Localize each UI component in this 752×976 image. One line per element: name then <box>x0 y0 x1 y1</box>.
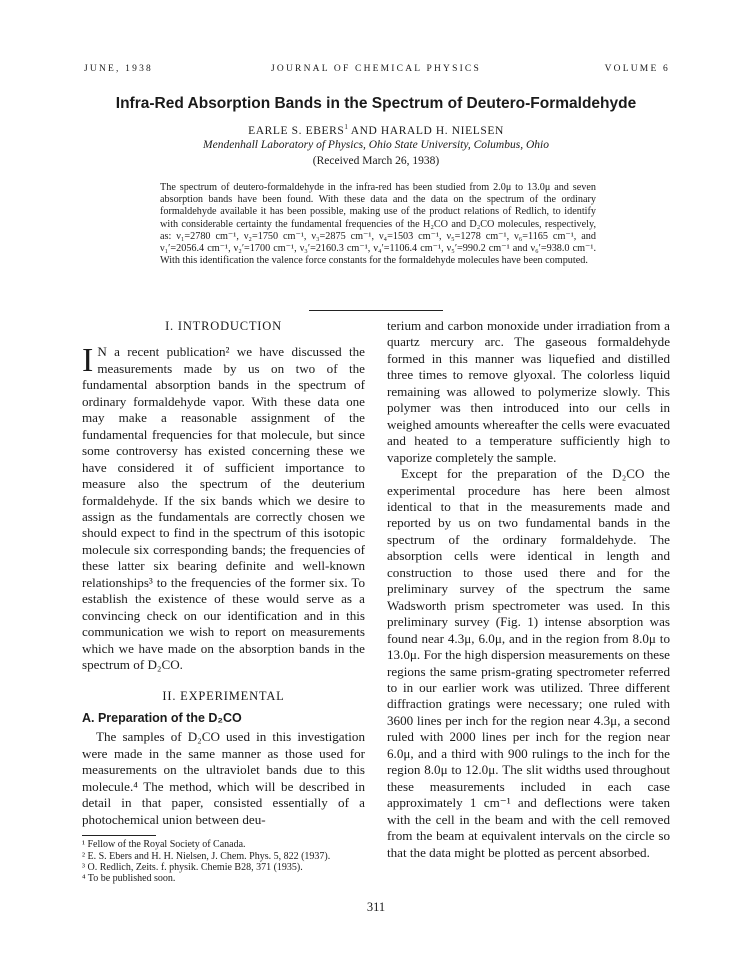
affiliation: Mendenhall Laboratory of Physics, Ohio State University, Columbus, Ohio <box>203 139 549 151</box>
left-column <box>82 318 365 885</box>
header-journal: JOURNAL OF CHEMICAL PHYSICS <box>271 64 481 74</box>
author-2: HARALD H. NIELSEN <box>380 124 504 137</box>
intro-heading: I. INTRODUCTION <box>165 319 282 333</box>
drop-cap: I <box>82 342 94 380</box>
experimental-heading: II. EXPERIMENTAL <box>162 688 285 703</box>
authors <box>0 123 752 137</box>
article-title: Infra-Red Absorption Bands in the Spectrum of Deutero-Formaldehyde <box>115 95 637 112</box>
footnote-3: ³ O. Redlich, Zeits. f. physik. Chemie B28, 371 (1935). <box>82 861 303 873</box>
author-1-footnote-mark: 1 <box>344 123 348 131</box>
footnote-4: ⁴ To be published soon. <box>82 873 176 885</box>
intro-paragraph <box>82 344 365 673</box>
right-column <box>387 318 670 861</box>
running-header <box>0 64 752 78</box>
preparation-subheading: A. Preparation of the D₂CO <box>82 710 242 725</box>
header-date: JUNE, 1938 <box>84 64 153 74</box>
experimental-paragraph-left: The samples of D₂CO used in this investigation were made in the same manner as those used for measurements on the ultraviolet bands due to this molecule.⁴ The method, which will be described in detail in that paper, consisted essentially of a photochemical union between deu- <box>82 729 365 827</box>
footnote-2: ² E. S. Ebers and H. H. Nielsen, J. Chem. Phys. 5, 822 (1937). <box>82 850 331 862</box>
intro-text: N a recent publication² we have discussed the measurements made by us on two of the fundamental absorption bands in the spectrum of ordinary formaldehyde vapor. With these data one may make a reasonable assignment of the fundamental frequencies for that molecule, but since some controversy has existed concerning these we have considered it of sufficient importance to measure also the spectrum of the deuterium formaldehyde. If the six bands which we desire to assign as the fundamentals are correctly chosen we should expect to find in the spectrum of this isotopic molecule six corresponding bands; the frequencies of these latter six bearing definite and well-known relationships³ to the frequencies of the former six. To establish the existence of these would serve as a convincing check on our identification and in this communication we wish to report on measurements which we have made on the absorption bands in the spectrum of D₂CO. <box>82 344 365 673</box>
received-date: (Received March 26, 1938) <box>312 155 440 167</box>
header-volume: VOLUME 6 <box>604 64 670 74</box>
abstract-divider <box>309 310 443 311</box>
page-number: 311 <box>366 900 386 914</box>
author-connector: AND <box>347 124 381 137</box>
experimental-paragraph-right-2: Except for the preparation of the D₂CO the experimental procedure has here been almost identical to that in the measurements made and reported by us on two fundamental bands in the spectrum of the ordinary formaldehyde. The absorption cells were identical in length and construction to those used there and for the preliminary survey of the spectrum the same Wadsworth prism spectrometer was used. In this preliminary survey (Fig. 1) intense absorption was found near 4.3μ, 6.0μ, and in the region from 8.0μ to 13.0μ. For the high dispersion measurements on these regions the same prism-grating spectrometer referred to in our earlier work was utilized. Three different diffraction gratings were necessary; one ruled with 3600 lines per inch for the region near 4.3μ, a second ruled with 2000 lines per inch for the region near 6.0μ, and a third with 900 rulings to the inch for the region 8.0μ to 12.0μ. The slit widths used throughout these measurements included in each case approximately 1 cm⁻¹ and deflections were taken with the cell in the beam and with the cell removed from the beam at equivalent intervals on the circle so that the data might be plotted as percent absorbed. <box>387 466 670 860</box>
author-1: EARLE S. EBERS <box>248 124 345 137</box>
footnotes <box>82 839 365 885</box>
abstract: The spectrum of deutero-formaldehyde in the infra-red has been studied from 2.0μ to 13.0μ and seven absorption bands have been found. With these data and the data on the spectrum of the ordinary formaldehyde available it has been possible, making use of the product relations of Redlich, to identify with considerable certainty the fundamental frequencies of the H₂CO and D₂CO molecules, respectively, as: ν₁=2780 cm⁻¹, ν₂=1750 cm⁻¹, ν₃=2875 cm⁻¹, ν₄=1503 cm⁻¹, ν₅=1278 cm⁻¹, ν₆=1165 cm⁻¹, and ν₁′=2056.4 cm⁻¹, ν₂′=1700 cm⁻¹, ν₃′=2160.3 cm⁻¹, ν₄′=1106.4 cm⁻¹, ν₅′=990.2 cm⁻¹ and ν₆′=938.0 cm⁻¹. With this identification the valence force constants for the formaldehyde molecules have been computed. <box>160 182 596 267</box>
footnote-divider <box>82 835 156 836</box>
experimental-paragraph-right-1: terium and carbon monoxide under irradiation from a quartz mercury arc. The gaseous formaldehyde formed in this manner was liquefied and distilled three times to remove glyoxal. The colorless liquid remaining was allowed to polymerize slowly. This polymer was then introduced into our cells in weighed amounts whereafter the cells were evacuated and heated to a temperature sufficiently high to vaporize completely the sample. <box>387 318 670 465</box>
footnote-1: ¹ Fellow of the Royal Society of Canada. <box>82 839 246 851</box>
